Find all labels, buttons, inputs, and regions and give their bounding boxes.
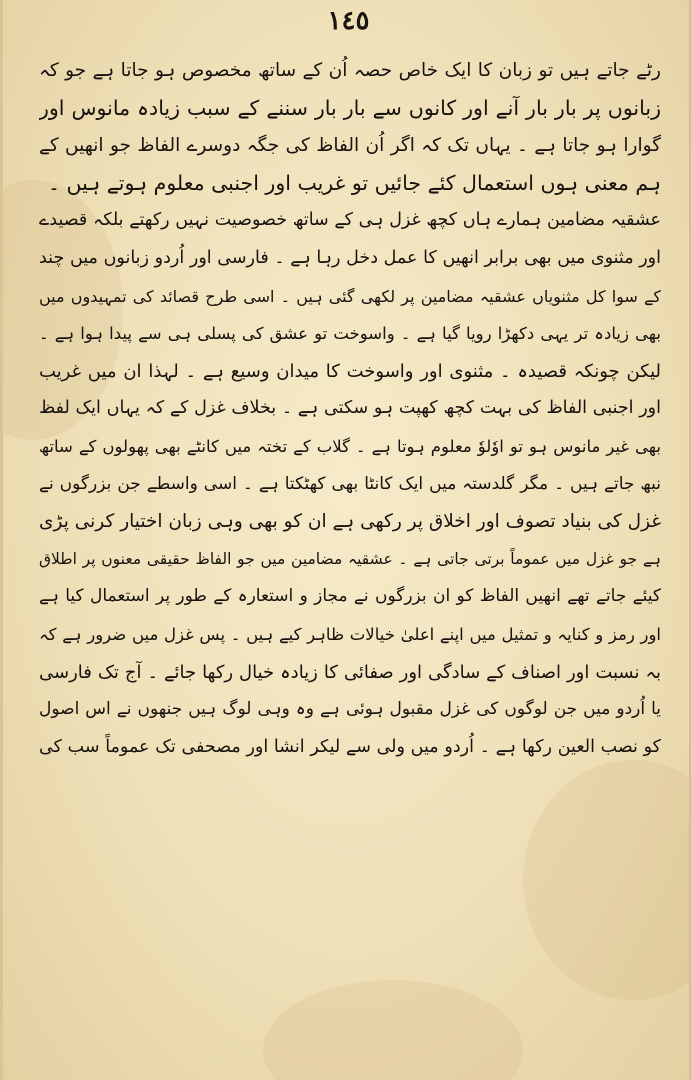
text-line: اور اجنبی الفاظ کی بہت کچھ کھپت ہو سکتی ہے ۔ بخلاف غزل کے کہ یہاں ایک لفظ	[39, 398, 661, 419]
text-line: کو نصب العین رکھا ہے ۔ اُردو میں ولی سے لیکر انشا اور مصحفی تک عموماً سب کی	[39, 736, 661, 757]
page-number: ١٤٥	[327, 6, 370, 36]
text-line: بھی زیادہ تر یہی دکھڑا رویا گیا ہے ۔ واسوخت تو عشق کی پسلی ہی سے پیدا ہوا ہے ۔	[39, 324, 661, 344]
text-line: بہ نسبت اور اصناف کے سادگی اور صفائی کا زیادہ خیال رکھا جائے ۔ آج تک فارسی	[39, 661, 661, 683]
text-line: کیئے جاتے تھے انھیں الفاظ کو ان بزرگوں نے مجاز و استعارہ کے طور پر استعمال کیا ہے	[39, 586, 661, 607]
paper-stain	[263, 980, 523, 1080]
text-line: اور مثنوی میں بھی برابر انھیں کا عمل دخل رہا ہے ۔ فارسی اور اُردو زبانوں میں چند	[39, 247, 661, 268]
body-text	[39, 52, 661, 766]
text-line: غزل کی بنیاد تصوف اور اخلاق پر رکھی ہے ان کو بھی وہی زبان اختیار کرنی پڑی	[39, 511, 661, 533]
text-line: یا اُردو میں جن لوگوں کی غزل مقبول ہوئی ہے وہ وہی لوگ ہیں جنھوں نے اس اصول	[39, 699, 661, 720]
text-line: لیکن چونکہ قصیدہ ۔ مثنوی اور واسوخت کا میدان وسیع ہے ۔ لہذا ان میں غریب	[39, 360, 661, 382]
text-line: زبانوں پر بار بار آنے اور کانوں سے بار بار سننے کے سبب زیادہ مانوس اور	[39, 95, 661, 120]
text-line: کے سوا کل مثنویاں عشقیہ مضامین پر لکھی گئی ہیں ۔ اسی طرح قصائد کی تمہیدوں میں	[39, 286, 661, 306]
text-line: ہے جو غزل میں عموماً برتی جاتی ہے ۔ عشقیہ مضامین میں جو الفاظ حقیقی معنوں پر اطلاق	[39, 549, 661, 568]
text-line: عشقیہ مضامین ہمارے ہاں کچھ غزل ہی کے ساتھ خصوصیت نہیں رکھتے بلکہ قصیدے	[39, 210, 661, 231]
text-line: نبھ جاتے ہیں ۔ مگر گلدستہ میں ایک کانٹا بھی کھٹکتا ہے ۔ اسی واسطے جن بزرگوں نے	[39, 473, 661, 494]
text-line: رٹے جاتے ہیں تو زبان کا ایک خاص حصہ اُن کے ساتھ مخصوص ہو جاتا ہے جو کہ	[39, 60, 661, 81]
paper-stain	[523, 760, 691, 1000]
text-line: ہم معنی ہوں استعمال کئے جائیں تو غریب اور اجنبی معلوم ہوتے ہیں ۔	[47, 170, 661, 195]
text-line: گوارا ہو جاتا ہے ۔ یہاں تک کہ اگر اُن الفاظ کی جگہ دوسرے الفاظ جو انھیں کے	[39, 135, 661, 157]
text-line: بھی غیر مانوس ہو تو اوٗلوٗ معلوم ہوتا ہے ۔ گلاب کے تختہ میں کانٹے بھی پھولوں کے ساتھ	[39, 436, 661, 456]
text-line: اور رمز و کنایہ و تمثیل میں اپنے اعلیٰ خیالات ظاہر کیے ہیں ۔ پس غزل میں ضرور ہے کہ	[39, 624, 661, 644]
